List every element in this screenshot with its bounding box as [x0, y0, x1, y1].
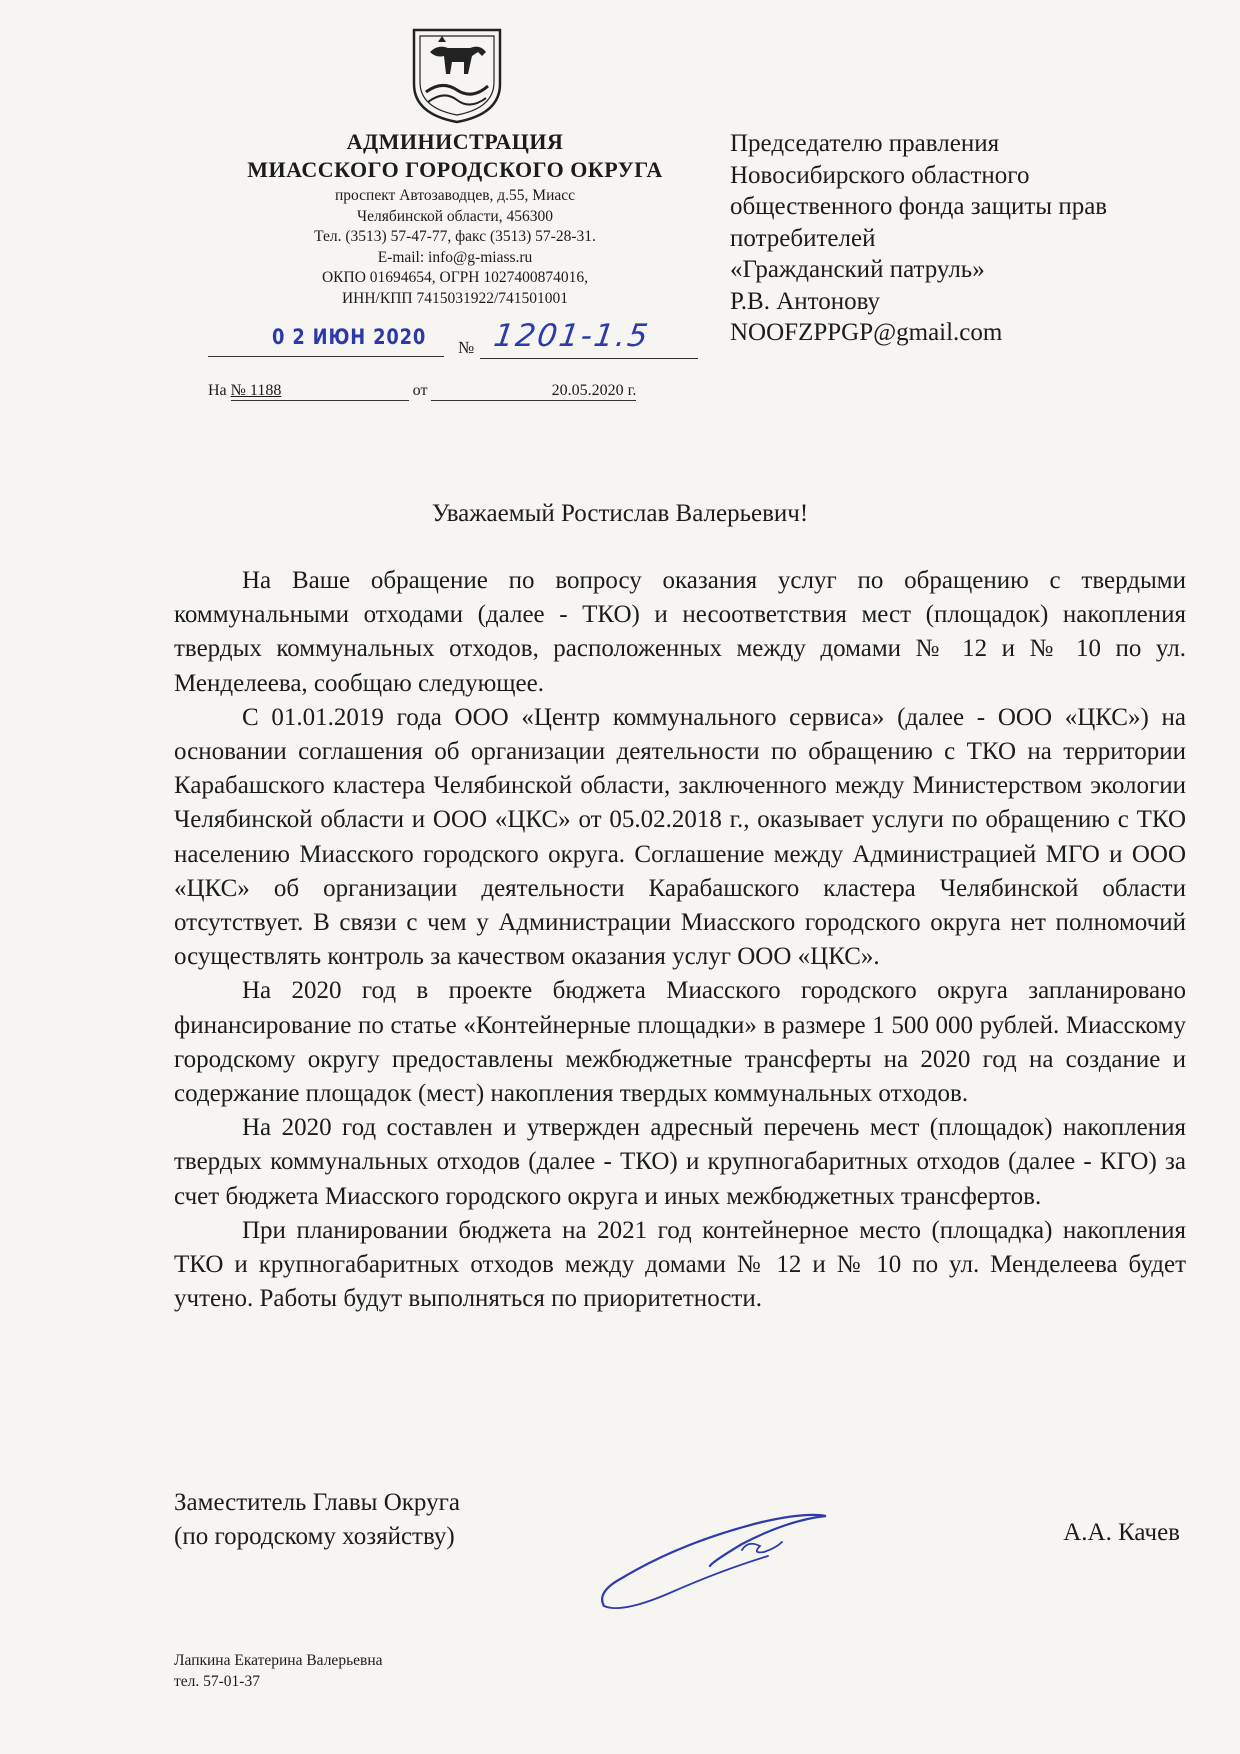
org-name-line2: МИАССКОГО ГОРОДСКОГО ОКРУГА: [247, 157, 663, 182]
number-field-line: [480, 358, 698, 359]
date-stamp: 0 2 ИЮН 2020: [272, 325, 427, 349]
executor-info: [174, 1650, 383, 1692]
letter-body: [174, 564, 1186, 1316]
addressee-line: Новосибирского областного: [730, 161, 1030, 189]
reference-from: от: [412, 382, 428, 399]
signatory-title: [174, 1486, 460, 1554]
email: E-mail: info@g-miass.ru: [377, 248, 533, 266]
number-sign: №: [458, 338, 475, 357]
body-paragraph: При планировании бюджета на 2021 год контейнерное место (площадка) накопления ТКО и крупногабаритных отходов между домами № 12 и № 10 по ул. Менделеева будет учтено. Работы будут выполняться по приоритетности.: [174, 1216, 1186, 1313]
reference-line: [208, 382, 636, 401]
addressee-line: потребителей: [730, 224, 876, 252]
coat-of-arms-emblem: [408, 22, 506, 126]
signatory-title-line1: Заместитель Главы Округа: [174, 1489, 460, 1516]
letterhead: [190, 128, 720, 309]
signatory-name: А.А. Качев: [1063, 1519, 1180, 1546]
handwritten-signature: [592, 1496, 842, 1626]
signatory-title-line2: (по городскому хозяйству): [174, 1523, 455, 1550]
addressee-email: NOOFZPPGP@gmail.com: [730, 319, 1003, 346]
body-paragraph: На Ваше обращение по вопросу оказания услуг по обращению с твердыми коммунальными отходами (далее - ТКО) и несоответствия мест (площадок) накопления твердых коммунальных отходов, расположенных между домами № 12 и № 10 по ул. Менделеева, сообщаю следующее.: [174, 567, 1186, 697]
salutation: Уважаемый Ростислав Валерьевич!: [431, 500, 809, 527]
addressee-line: Председателю правления: [730, 130, 1000, 157]
reference-number: № 1188: [230, 382, 282, 399]
addressee-line: «Гражданский патруль»: [730, 256, 985, 283]
executor-name: Лапкина Екатерина Валерьевна: [174, 1652, 383, 1669]
reference-date: 20.05.2020 г.: [551, 382, 637, 399]
address-line2: Челябинской области, 456300: [357, 207, 553, 225]
executor-phone: тел. 57-01-37: [174, 1673, 260, 1690]
inn-kpp: ИНН/КПП 7415031922/741501001: [341, 289, 569, 307]
address-line1: проспект Автозаводцев, д.55, Миасс: [334, 187, 576, 204]
date-field-line: [208, 356, 444, 357]
handwritten-outgoing-number: 1201-1.5: [491, 318, 652, 354]
org-name-line1: АДМИНИСТРАЦИЯ: [346, 129, 564, 154]
addressee-line: Р.В. Антонову: [730, 287, 881, 315]
body-paragraph: С 01.01.2019 года ООО «Центр коммунального сервиса» (далее - ООО «ЦКС») на основании соглашения об организации деятельности по обращению с ТКО на территории Карабашского кластера Челябинской области, заключенного между Министерством экологии Челябинской области и ООО «ЦКС» от 05.02.2018 г., оказывает услуги по обращению с ТКО населению Миасского городского округа. Соглашение между Администрацией МГО и ООО «ЦКС» об организации деятельности Карабашского кластера Челябинской области отсутствует. В связи с чем у Администрации Миасского городского округа нет полномочий осуществлять контроль за качеством оказания услуг ООО «ЦКС».: [174, 703, 1186, 971]
body-paragraph: На 2020 год составлен и утвержден адресный перечень мест (площадок) накопления твердых коммунальных отходов (далее - ТКО) и крупногабаритных отходов (далее - КГО) за счет бюджета Миасского городского округа и иных межбюджетных трансфертов.: [174, 1114, 1186, 1210]
phone-fax: Тел. (3513) 57-47-77, факс (3513) 57-28-31.: [314, 228, 596, 245]
addressee-line: общественного фонда защиты прав: [730, 193, 1108, 220]
reference-prefix: На: [208, 382, 227, 399]
addressee-block: [730, 128, 1107, 349]
body-paragraph: На 2020 год в проекте бюджета Миасского городского округа запланировано финансирование по статье «Контейнерные площадки» в размере 1 500 000 рублей. Миасскому городскому округу предоставлены межбюджетные трансферты на 2020 год на создание и содержание площадок (мест) накопления твердых коммунальных отходов.: [174, 977, 1186, 1108]
okpo-ogrn: ОКПО 01694654, ОГРН 1027400874016,: [321, 269, 588, 286]
